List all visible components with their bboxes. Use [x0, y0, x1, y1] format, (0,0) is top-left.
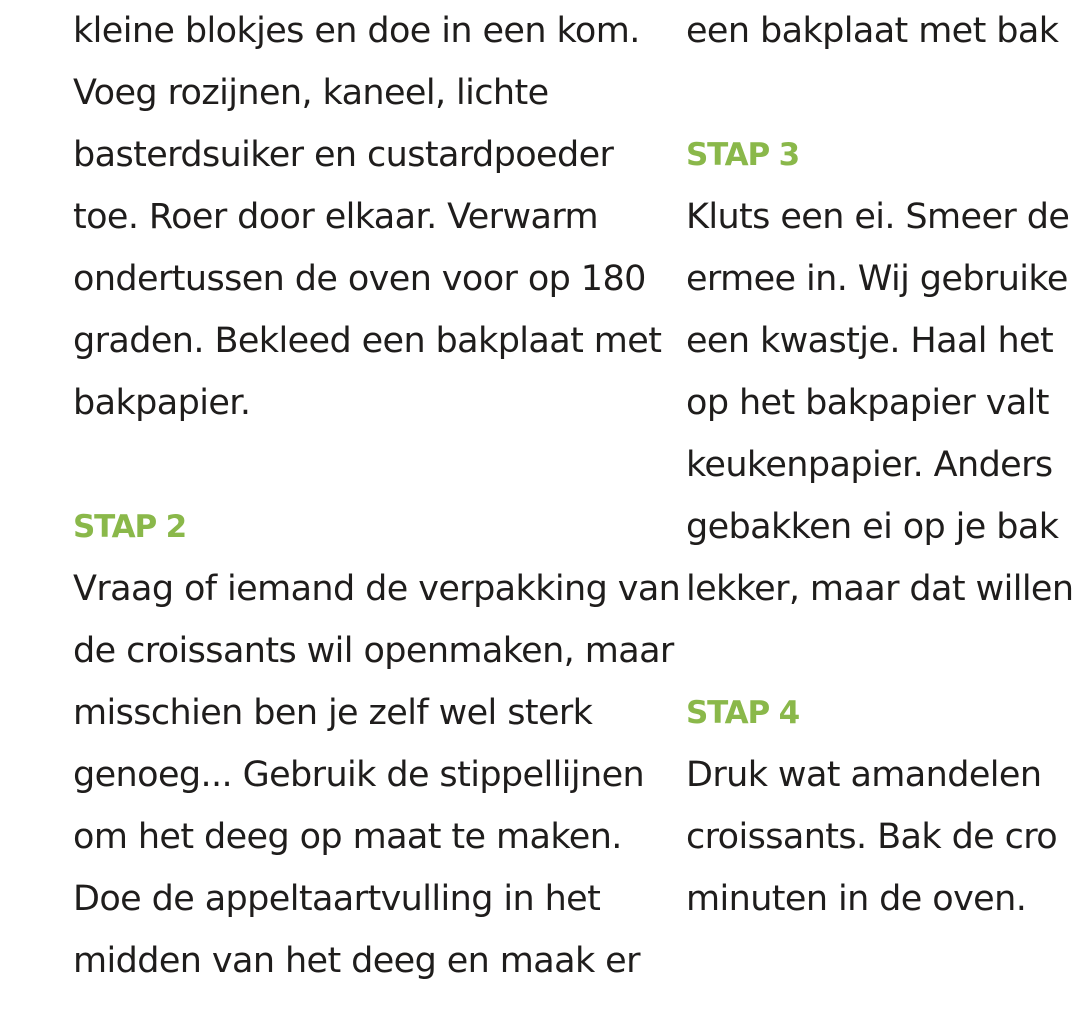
text-line: Vraag of iemand de verpakking van	[73, 569, 681, 609]
text-line: een kwastje. Haal het	[686, 321, 1054, 361]
text-line: ermee in. Wij gebruike	[686, 259, 1068, 299]
step-2-heading: STAP 2	[73, 509, 186, 545]
text-line: Druk wat amandelen	[686, 755, 1042, 795]
text-line: minuten in de oven.	[686, 879, 1027, 919]
text-line: midden van het deeg en maak er	[73, 941, 640, 981]
text-line: graden. Bekleed een bakplaat met	[73, 321, 662, 361]
text-line: gebakken ei op je bak	[686, 507, 1059, 547]
text-line: keukenpapier. Anders	[686, 445, 1053, 485]
text-line: genoeg... Gebruik de stippellijnen	[73, 755, 645, 795]
text-line: een bakplaat met bak	[686, 11, 1059, 51]
text-line: croissants. Bak de cro	[686, 817, 1058, 857]
text-line: Doe de appeltaartvulling in het	[73, 879, 601, 919]
step-4-heading: STAP 4	[686, 695, 799, 731]
text-line: basterdsuiker en custardpoeder	[73, 135, 614, 175]
text-line: lekker, maar dat willen	[686, 569, 1073, 609]
step-3-heading: STAP 3	[686, 137, 799, 173]
text-line: bakpapier.	[73, 383, 251, 423]
text-line: misschien ben je zelf wel sterk	[73, 693, 593, 733]
recipe-column-right	[686, 0, 1073, 1013]
text-line: op het bakpapier valt	[686, 383, 1049, 423]
text-line: ondertussen de oven voor op 180	[73, 259, 646, 299]
text-line: Voeg rozijnen, kaneel, lichte	[73, 73, 549, 113]
text-line: de croissants wil openmaken, maar	[73, 631, 674, 671]
text-line: om het deeg op maat te maken.	[73, 817, 622, 857]
text-line: kleine blokjes en doe in een kom.	[73, 11, 640, 51]
text-line: toe. Roer door elkaar. Verwarm	[73, 197, 599, 237]
text-line: Kluts een ei. Smeer de	[686, 197, 1070, 237]
